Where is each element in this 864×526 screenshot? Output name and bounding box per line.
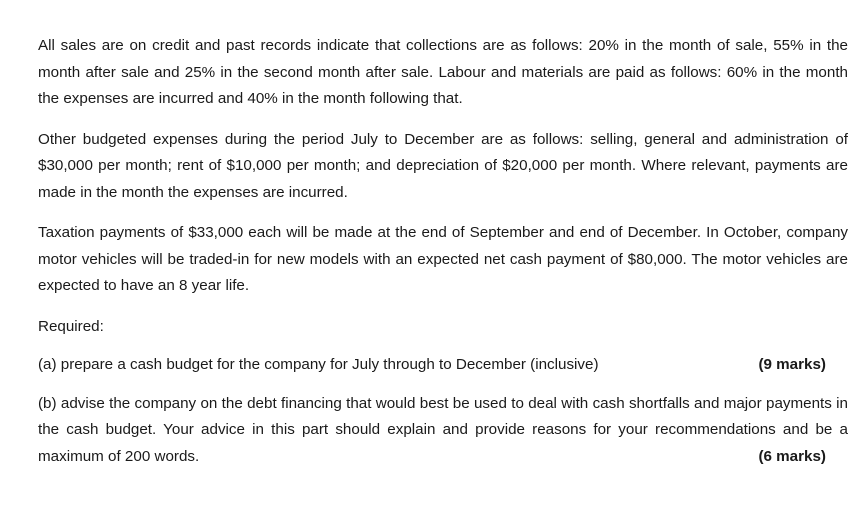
part-a-text: (a) prepare a cash budget for the company for July through to December (inclusive) [38,356,599,373]
part-a-question [38,352,848,379]
part-a-marks: (9 marks) [758,356,826,373]
taxation-paragraph: Taxation payments of $33,000 each will be made at the end of September and end of December. In October, company motor vehicles will be traded-in for new models with an expected net cash payment of $80,000. The motor vehicles are expected to have an 8 year life. [38,224,848,294]
collections-paragraph: All sales are on credit and past records indicate that collections are as follows: 20% in the month of sale, 55% in the month after sale and 25% in the second month after sale. Labour and materials are paid as follows: 60% in the month the expenses are incurred and 40% in the month following that. [38,37,848,107]
part-b-marks: (6 marks) [758,447,826,465]
part-b-text: (b) advise the company on the debt financing that would best be used to deal with cash shortfalls and major payments in the cash budget. Your advice in this part should explain and provide reasons for your recommendations and be a maximum of 200 words. [38,394,848,465]
required-label: Required: [38,317,104,335]
other-expenses-paragraph: Other budgeted expenses during the period July to December are as follows: selling, general and administration of $30,000 per month; rent of $10,000 per month; and depreciation of $20,000 per month. Where relevant, payments are made in the month the expenses are incurred. [38,130,848,201]
part-b-question [38,391,848,471]
document-body [38,33,848,482]
